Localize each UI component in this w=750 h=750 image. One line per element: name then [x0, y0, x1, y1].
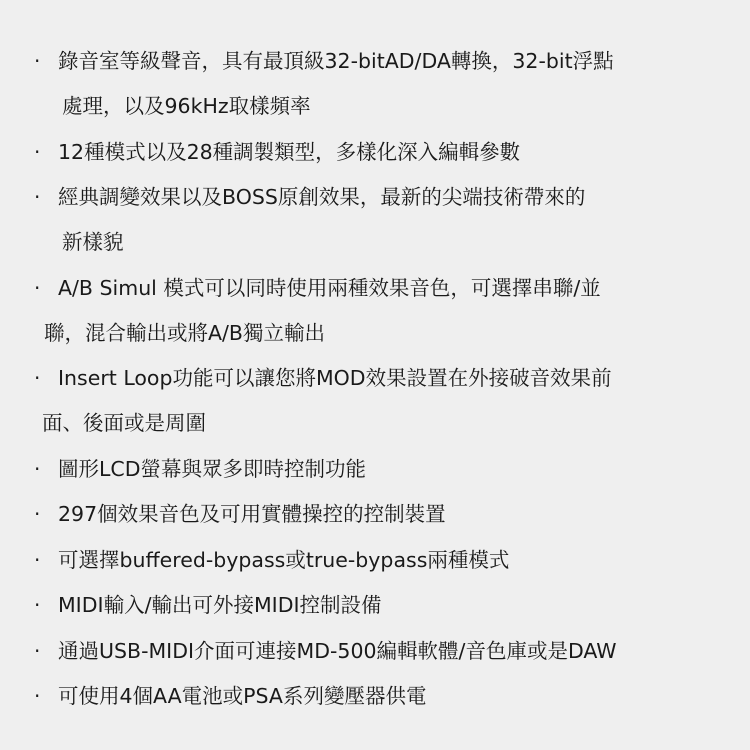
- feature-text: 可選擇buffered-bypass或true-bypass兩種模式: [58, 547, 510, 572]
- feature-item: [30, 136, 720, 168]
- feature-text: 經典調變效果以及BOSS原創效果，最新的尖端技術帶來的: [58, 185, 586, 209]
- feature-text: 297個效果音色及可用實體操控的控制裝置: [58, 502, 446, 526]
- feature-text-continued: 聯，混合輸出或將A/B獨立輸出: [44, 320, 325, 345]
- feature-item: [30, 635, 720, 667]
- bullet-dot: ·: [34, 275, 41, 300]
- feature-item: [30, 544, 720, 576]
- feature-text-continued: 處理，以及96kHz取樣頻率: [62, 94, 311, 118]
- feature-list: [30, 45, 720, 726]
- feature-item: [30, 181, 720, 258]
- feature-text: 通過USB-MIDI介面可連接MD-500編輯軟體/音色庫或是DAW: [58, 638, 617, 663]
- feature-text: 錄音室等級聲音，具有最頂級32-bitAD/DA轉換，32-bit浮點: [58, 49, 614, 73]
- feature-item: [30, 362, 720, 439]
- bullet-dot: ·: [34, 366, 41, 390]
- feature-text: 12種模式以及28種調製類型，多樣化深入編輯參數: [58, 139, 521, 164]
- bullet-dot: ·: [34, 139, 41, 164]
- bullet-dot: ·: [34, 502, 41, 526]
- feature-item: [30, 45, 720, 122]
- feature-item: [30, 453, 720, 485]
- bullet-dot: ·: [34, 684, 41, 708]
- bullet-dot: ·: [34, 456, 41, 481]
- feature-item: [30, 498, 720, 530]
- feature-text-continued: 面、後面或是周圍: [42, 411, 206, 435]
- feature-text: Insert Loop功能可以讓您將MOD效果設置在外接破音效果前: [58, 366, 612, 390]
- bullet-dot: ·: [34, 185, 41, 209]
- feature-text: A/B Simul 模式可以同時使用兩種效果音色，可選擇串聯/並: [58, 275, 601, 300]
- feature-text: MIDI輸入/輸出可外接MIDI控制設備: [58, 593, 382, 617]
- feature-item: [30, 680, 720, 712]
- feature-text: 圖形LCD螢幕與眾多即時控制功能: [58, 456, 367, 481]
- feature-item: [30, 589, 720, 621]
- bullet-dot: ·: [34, 49, 41, 73]
- feature-item: [30, 272, 720, 349]
- feature-text-continued: 新樣貌: [62, 230, 124, 254]
- feature-text: 可使用4個AA電池或PSA系列變壓器供電: [58, 684, 427, 708]
- bullet-dot: ·: [34, 593, 41, 617]
- bullet-dot: ·: [34, 638, 41, 663]
- bullet-dot: ·: [34, 547, 41, 572]
